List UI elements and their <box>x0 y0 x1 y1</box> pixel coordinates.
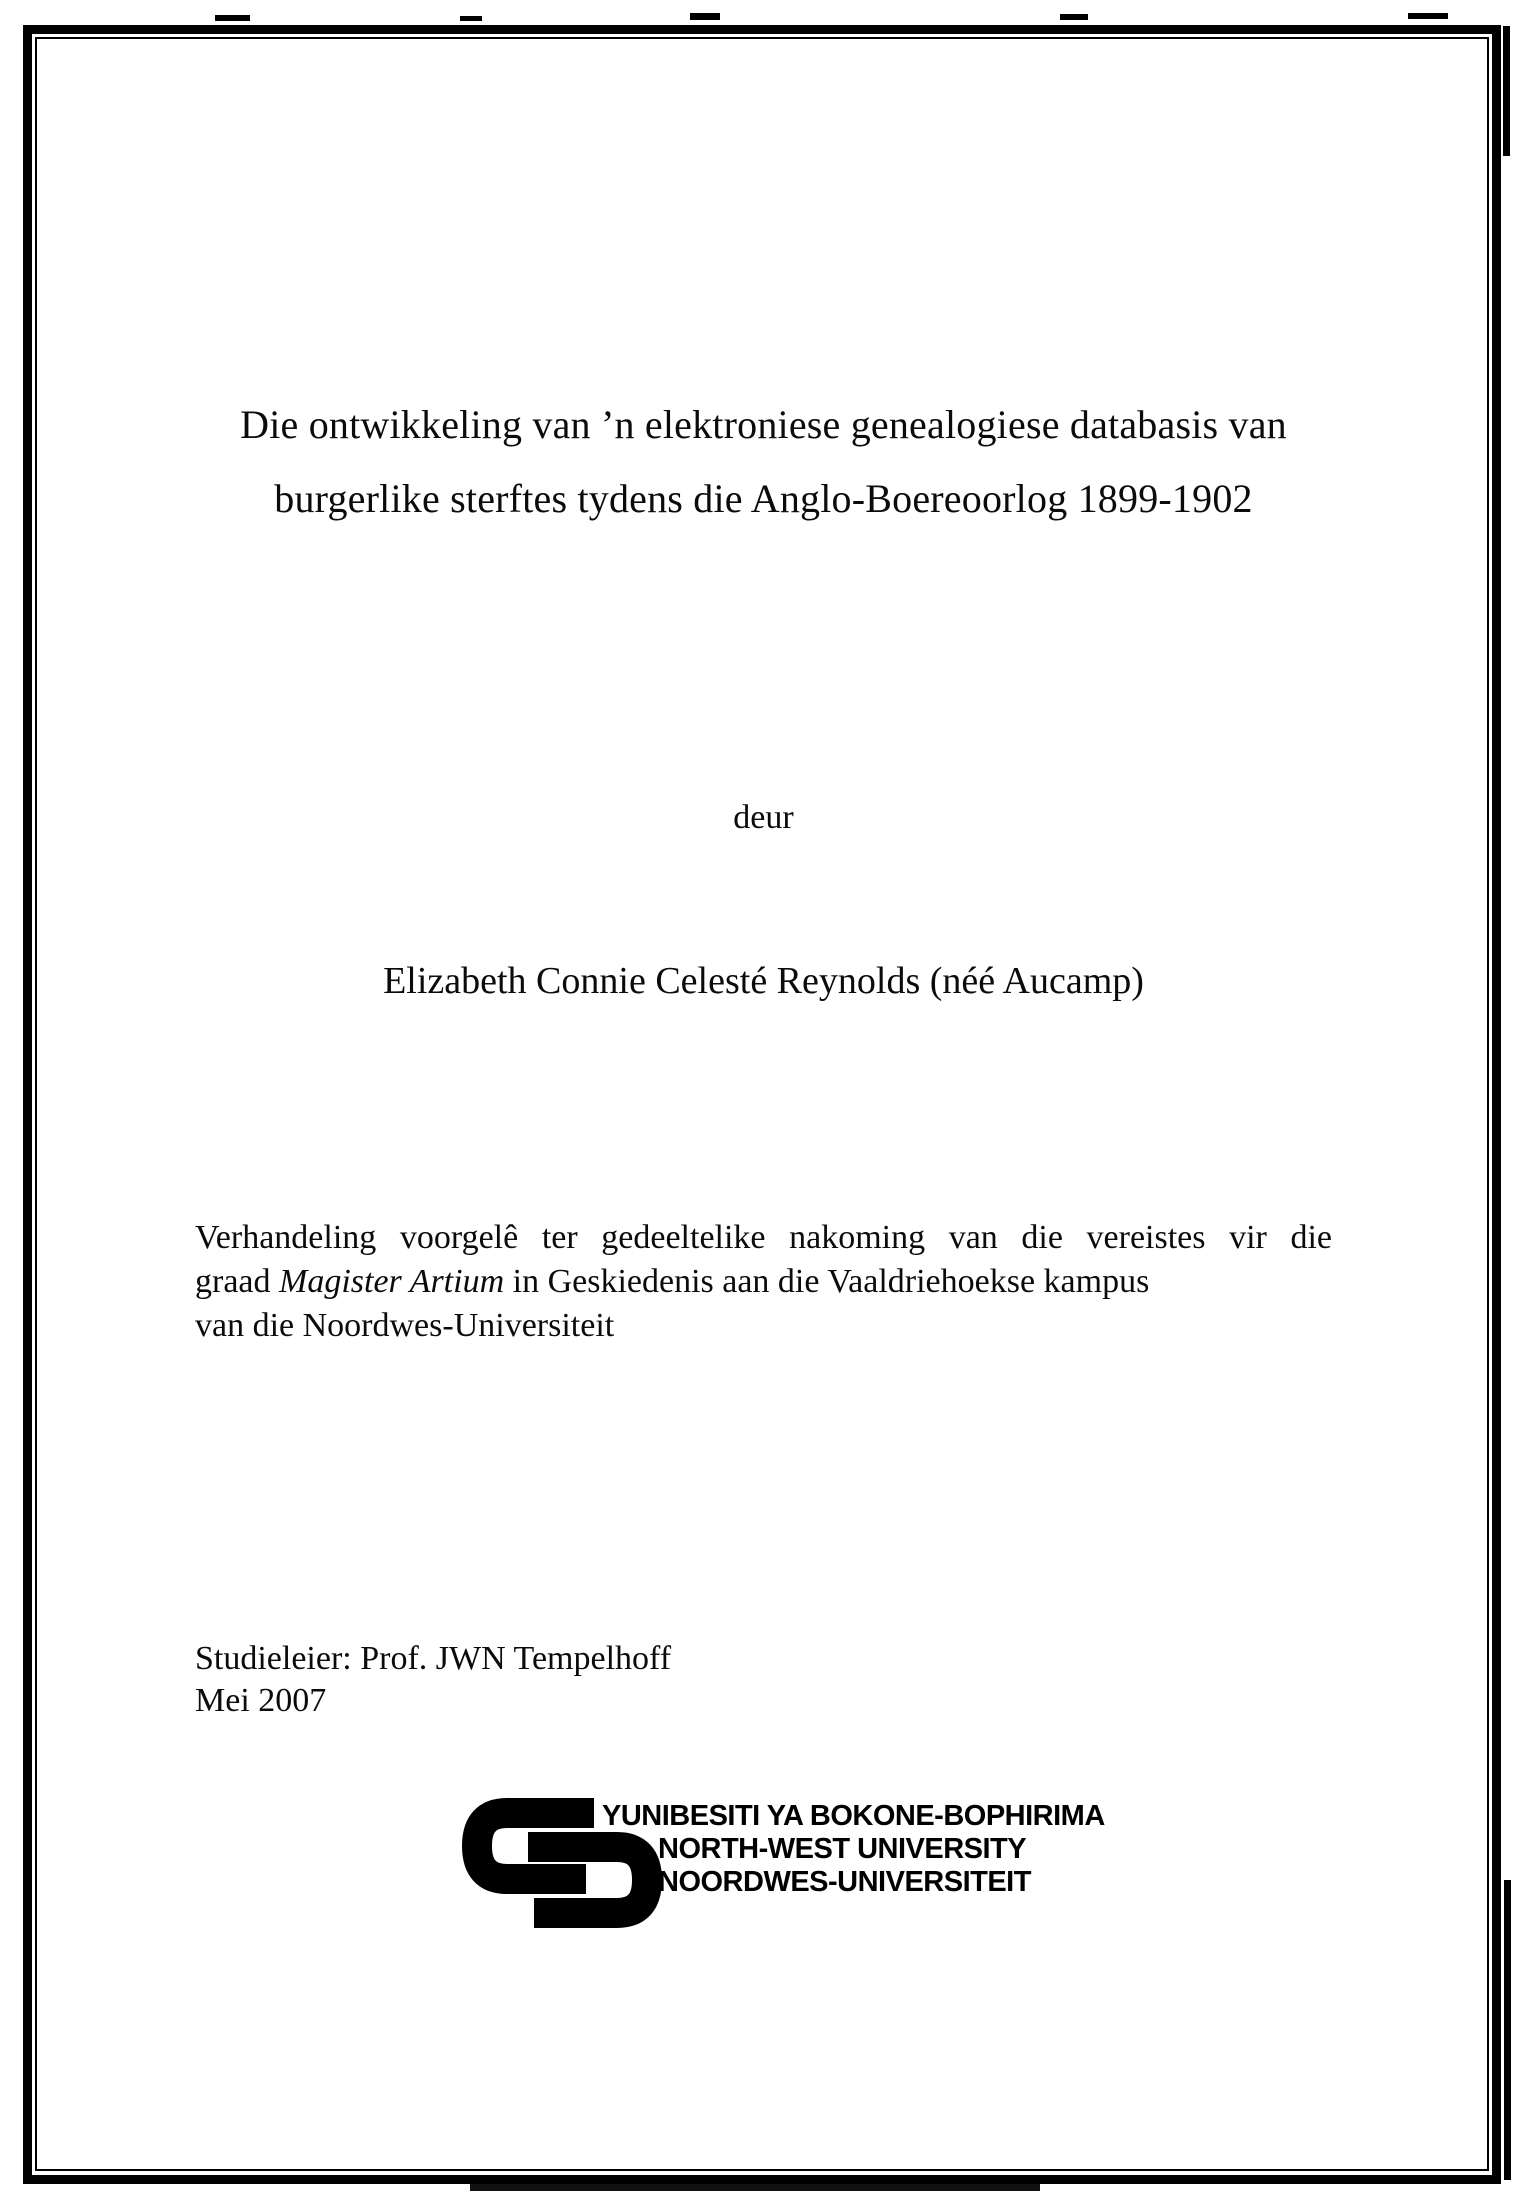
logo-text <box>602 1800 1105 1899</box>
logo-line-afrikaans: NOORDWES-UNIVERSITEIT <box>658 1866 1031 1898</box>
logo-line-english: NORTH-WEST UNIVERSITY <box>658 1833 1027 1865</box>
scan-artifact <box>470 2183 1040 2191</box>
author-name: Elizabeth Connie Celesté Reynolds (néé Aucamp) <box>383 960 1144 1002</box>
statement-line-2-post: in Geskiedenis aan die Vaaldriehoekse kampus <box>504 1263 1150 1300</box>
statement-line-2-pre: graad <box>195 1263 280 1300</box>
scan-artifact <box>1503 26 1510 156</box>
scan-artifact <box>1408 13 1448 19</box>
thesis-title <box>195 388 1332 536</box>
degree-name-italic: Magister Artium <box>279 1263 505 1300</box>
supervisor-block <box>195 1638 1332 1722</box>
degree-statement <box>195 1216 1332 1348</box>
scan-artifact <box>1060 14 1088 20</box>
scan-artifact <box>1504 1880 1511 2180</box>
statement-line-3: van die Noordwes-Universiteit <box>195 1307 615 1344</box>
byline-deur: deur <box>733 799 794 836</box>
statement-line-1: Verhandeling voorgelê ter gedeeltelike nakoming van die vereistes vir die <box>195 1219 1332 1256</box>
logo-line-sotho: YUNIBESITI YA BOKONE-BOPHIRIMA <box>602 1800 1105 1832</box>
supervisor-line: Studieleier: Prof. JWN Tempelhoff <box>195 1640 672 1677</box>
university-logo <box>462 1796 1182 1936</box>
scan-artifact <box>215 15 250 21</box>
scan-artifact <box>690 13 720 20</box>
date-line: Mei 2007 <box>195 1682 327 1719</box>
title-line-2: burgerlike sterftes tydens die Anglo-Boereoorlog 1899-1902 <box>274 476 1253 521</box>
scan-artifact <box>460 16 482 21</box>
title-line-1: Die ontwikkeling van ’n elektroniese genealogiese databasis van <box>240 402 1287 447</box>
statement-line-2 <box>195 1260 1332 1304</box>
